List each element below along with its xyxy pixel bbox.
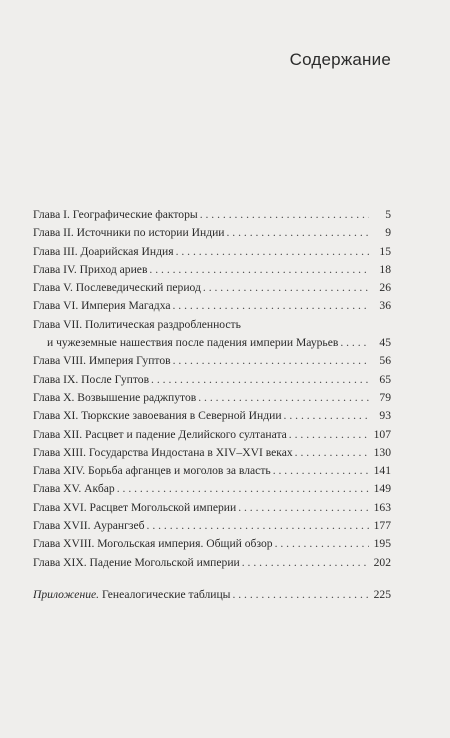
dot-leader [289,426,369,444]
toc-entry [33,462,391,480]
toc-entry-page: 65 [379,372,391,386]
toc-entry-title: Глава XI. Тюркские завоевания в Северной Индии [33,409,282,423]
toc-entry [33,444,391,462]
dot-leader [147,517,369,535]
dot-leader [203,279,369,297]
toc-entry-page: 45 [379,336,391,350]
toc-entry-title: Глава VI. Империя Магадха [33,299,171,313]
toc-entry [33,517,391,535]
toc-entry-title: Глава X. Возвышение раджпутов [33,390,197,404]
toc-entry [33,206,391,224]
toc-entry-page: 130 [373,445,391,459]
dot-leader [151,371,369,389]
dot-leader [273,462,369,480]
dot-leader [173,297,370,315]
toc-entry-title: Глава I. Географические факторы [33,208,198,221]
appendix-label: Приложение. [33,587,100,601]
toc-entry-title: Глава V. Послеведический период [33,281,201,295]
toc-entry-page: 5 [385,208,391,221]
toc-entry-appendix [33,586,391,604]
dot-leader [242,554,369,572]
dot-leader [232,586,369,604]
toc-entry [33,279,391,297]
toc-entry-title: Глава XVIII. Могольская империя. Общий обзор [33,537,273,551]
toc-entry-title: Глава XIV. Борьба афганцев и моголов за власть [33,464,271,478]
dot-leader [176,243,369,261]
toc-entry-title: Глава XVII. Аурангзеб [33,519,145,533]
toc-entry-page: 15 [379,244,391,258]
dot-leader [275,535,369,553]
toc-entry-page: 141 [373,464,391,478]
toc-entry-title: Глава XV. Акбар [33,482,115,496]
toc-entry-page: 149 [373,482,391,496]
toc-entry-page: 79 [379,390,391,404]
toc-entry-title [33,586,230,604]
dot-leader [173,352,369,370]
toc-entry [33,426,391,444]
toc-entry [33,535,391,553]
page-title: Содержание [289,50,391,69]
dot-leader [340,334,369,352]
toc-entry-page: 225 [373,587,391,601]
dot-leader [238,499,369,517]
toc-entry [33,224,391,242]
toc-entry-page: 56 [379,354,391,368]
toc-entry-page: 202 [373,555,391,569]
toc-entry [33,371,391,389]
toc-entry [33,480,391,498]
toc-entry-title: Глава VIII. Империя Гуптов [33,354,171,368]
toc-entry-page: 9 [385,226,391,240]
appendix-text: Генеалогические таблицы [99,587,231,601]
dot-leader [149,261,369,279]
toc-entry-page: 93 [379,409,391,423]
toc-entry-title: Глава III. Доарийская Индия [33,244,174,258]
toc-entry [33,261,391,279]
toc-entry-page: 163 [373,500,391,514]
toc-entry-title: Глава IX. После Гуптов [33,372,150,386]
toc-entry-page: 177 [373,519,391,533]
toc-entry-title: Глава XII. Расцвет и падение Делийского султаната [33,427,287,441]
dot-leader [284,407,369,425]
toc-entry-title: Глава VII. Политическая раздробленность [33,317,241,331]
toc-entry-title: Глава IV. Приход ариев [33,262,148,276]
toc-entry-page: 36 [379,299,391,313]
dot-leader [227,224,370,242]
toc-entry [33,316,391,353]
toc-entry [33,499,391,517]
toc-entry [33,554,391,572]
toc-entry-page: 18 [379,262,391,276]
toc-entry-page: 26 [379,281,391,295]
toc-entry [33,407,391,425]
toc-entry [33,352,391,370]
toc-entry [33,389,391,407]
dot-leader [198,389,369,407]
toc-entry-title: Глава XIX. Падение Могольской империи [33,555,240,569]
toc-entry-page: 107 [373,427,391,441]
toc-entry-title: Глава II. Источники по истории Индии [33,226,225,240]
toc-entry [33,297,391,315]
toc-entry-title-continued: и чужеземные нашествия после падения империи Маурьев [47,336,339,350]
dot-leader [295,444,369,462]
table-of-contents [33,206,391,604]
dot-leader [117,480,369,498]
toc-entry-page: 195 [373,537,391,551]
toc-entry-title: Глава XIII. Государства Индостана в XIV–XVI веках [33,445,293,459]
dot-leader [200,206,369,224]
toc-entry-title: Глава XVI. Расцвет Могольской империи [33,500,237,514]
toc-entry [33,243,391,261]
